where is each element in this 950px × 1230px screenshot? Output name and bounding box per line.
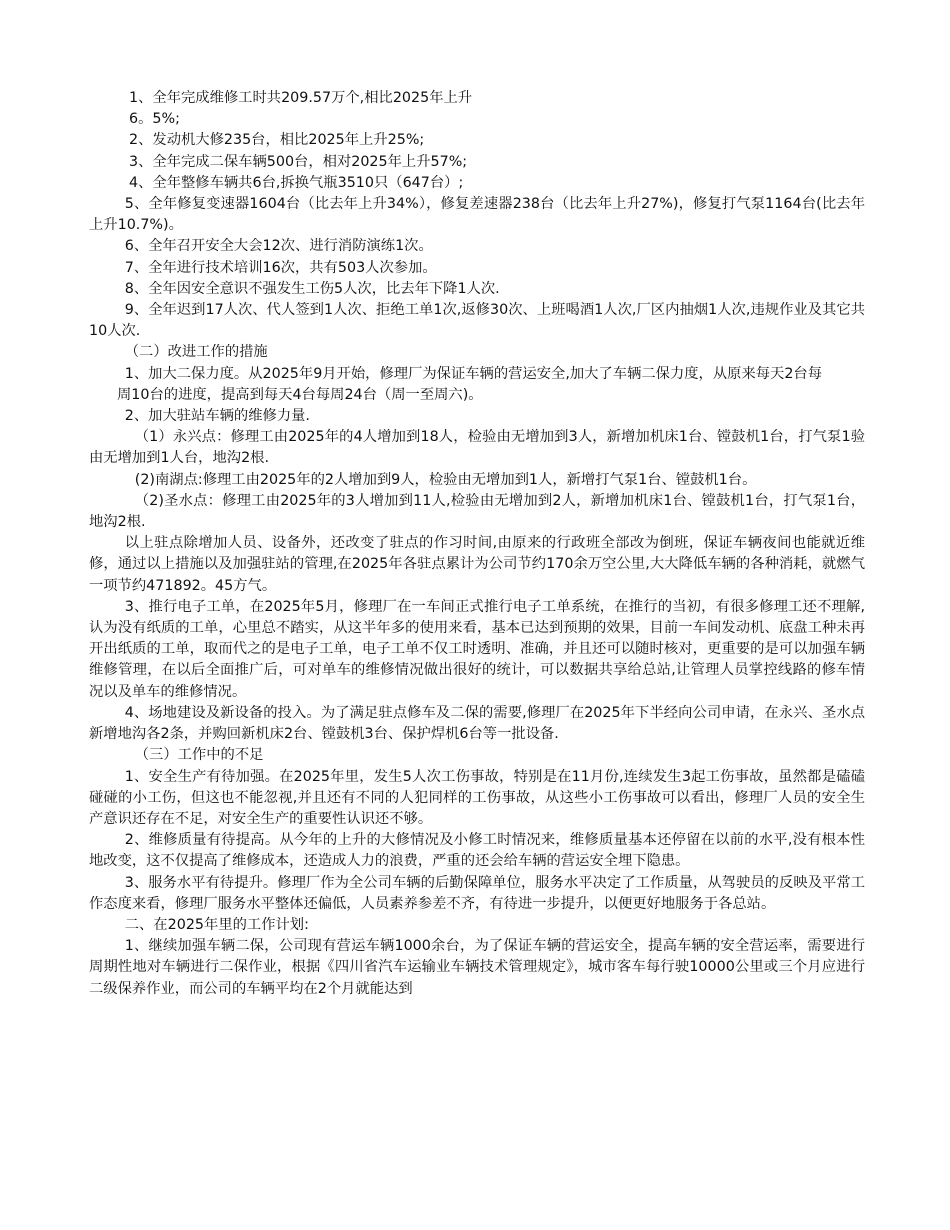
- paragraph-p15: （1）永兴点：修理工由2025年的4人增加到18人，检验由无增加到3人，新增加机床1台、镗鼓机1台，打气泵1验由无增加到1人台，地沟2根.: [89, 429, 865, 467]
- paragraph-p8: 7、全年进行技术培训16次，共有503人次参加。: [124, 259, 437, 276]
- paragraph-p19: 3、推行电子工单，在2025年5月，修理厂在一车间正式推行电子工单系统，在推行的当初，有很多修理工还不理解,认为没有纸质的工单，心里总不踏实，从这半年多的使用来看，基本已达到预期的效果，目前一车间发动机、底盘工种未再开出纸质的工单，取而代之的是电子工单，电子工单不仅工时透明、准确，并且还可以随时核对，更重要的是可以加强车辆维修管理，在以后全面推广后，可对单车的维修情况做出很好的统计，可以数据共享给总站,让管理人员掌控线路的修车情况以及单车的维修情况。: [89, 598, 865, 700]
- paragraph-p16: (2)南湖点:修理工由2025年的2人增加到9人，检验由无增加到1人，新增打气泵1台、镗鼓机1台。: [134, 471, 757, 488]
- paragraph-p4: 3、全年完成二保车辆500台，相对2025年上升57%;: [129, 153, 468, 170]
- paragraph-p9: 8、全年因安全意识不强发生工伤5人次，比去年下降1人次.: [124, 280, 500, 297]
- paragraph-p18: 以上驻点除增加人员、设备外，还改变了驻点的作习时间,由原来的行政班全部改为倒班，保证车辆夜间也能就近维修，通过以上措施以及加强驻站的管理,在2025年各驻点累计为公司节约170余万空公里,大大降低车辆的各种消耗，就燃气一项节约471892。45方气。: [89, 535, 865, 594]
- paragraph-p25: 二、在2025年里的工作计划:: [124, 916, 309, 933]
- paragraph-p11: （二）改进工作的措施: [124, 344, 268, 361]
- paragraph-p3: 2、发动机大修235台，相比2025年上升25%;: [129, 132, 425, 149]
- paragraph-p21: （三）工作中的不足: [134, 747, 264, 764]
- paragraph-p17: （2)圣水点：修理工由2025年的3人增加到11人,检验由无增加到2人，新增加机床1台、镗鼓机1台，打气泵1台，地沟2根.: [89, 492, 865, 531]
- paragraph-p6: 5、全年修复变速器1604台（比去年上升34%），修复差速器238台（比去年上升27%)，修复打气泵1164台(比去年上升10.7%)。: [89, 196, 865, 234]
- paragraph-p12: 1、加大二保力度。从2025年9月开始，修理厂为保证车辆的营运安全,加大了车辆二保力度，从原来每天2台每: [124, 365, 823, 382]
- paragraph-p22: 1、安全生产有待加强。在2025年里，发生5人次工伤事故，特别是在11月份,连续发生3起工伤事故，虽然都是磕磕碰碰的小工伤，但这也不能忽视,并且还有不同的人犯同样的工伤事故，从这些小工伤事故可以看出，修理厂人员的安全生产意识还存在不足，对安全生产的重要性认识还不够。: [89, 768, 865, 827]
- paragraph-p24: 3、服务水平有待提升。修理厂作为全公司车辆的后勤保障单位，服务水平决定了工作质量，从驾驶员的反映及平常工作态度来看，修理厂服务水平整体还偏低，人员素养参差不齐，有待进一步提升，以便更好地服务于各总站。: [89, 874, 865, 912]
- paragraph-p20: 4、场地建设及新设备的投入。为了满足驻点修车及二保的需要,修理厂在2025年下半经向公司申请，在永兴、圣水点新增地沟各2条，并购回新机床2台、镗鼓机3台、保护焊机6台等一批设备.: [89, 704, 865, 743]
- paragraph-p2: 6。5%;: [129, 111, 180, 128]
- paragraph-p23: 2、维修质量有待提高。从今年的上升的大修情况及小修工时情况来，维修质量基本还停留在以前的水平,没有根本性地改变，这不仅提高了维修成本，还造成人力的浪费，严重的还会给车辆的营运安全埋下隐患。: [89, 832, 865, 870]
- paragraph-p13: 周10台的进度，提高到每天4台每周24台（周一至周六)。: [117, 386, 483, 403]
- paragraph-p10: 9、全年迟到17人次、代人签到1人次、拒绝工单1次,返修30次、上班喝酒1人次,厂区内抽烟1人次,违规作业及其它共10人次.: [89, 302, 865, 340]
- document-body: [89, 88, 865, 1000]
- paragraph-p14: 2、加大驻站车辆的维修力量.: [124, 408, 310, 425]
- paragraph-p7: 6、全年召开安全大会12次、进行消防演练1次。: [124, 238, 433, 255]
- paragraph-p26: 1、继续加强车辆二保，公司现有营运车辆1000余台，为了保证车辆的营运安全，提高车辆的安全营运率，需要进行周期性地对车辆进行二保作业，根据《四川省汽车运输业车辆技术管理规定》，城市客车每行驶10000公里或三个月应进行二级保养作业，而公司的车辆平均在2个月就能达到: [89, 938, 865, 997]
- paragraph-p5: 4、全年整修车辆共6台,拆换气瓶3510只（647台）;: [129, 174, 464, 191]
- paragraph-p1: 1、全年完成维修工时共209.57万个,相比2025年上升: [129, 90, 473, 106]
